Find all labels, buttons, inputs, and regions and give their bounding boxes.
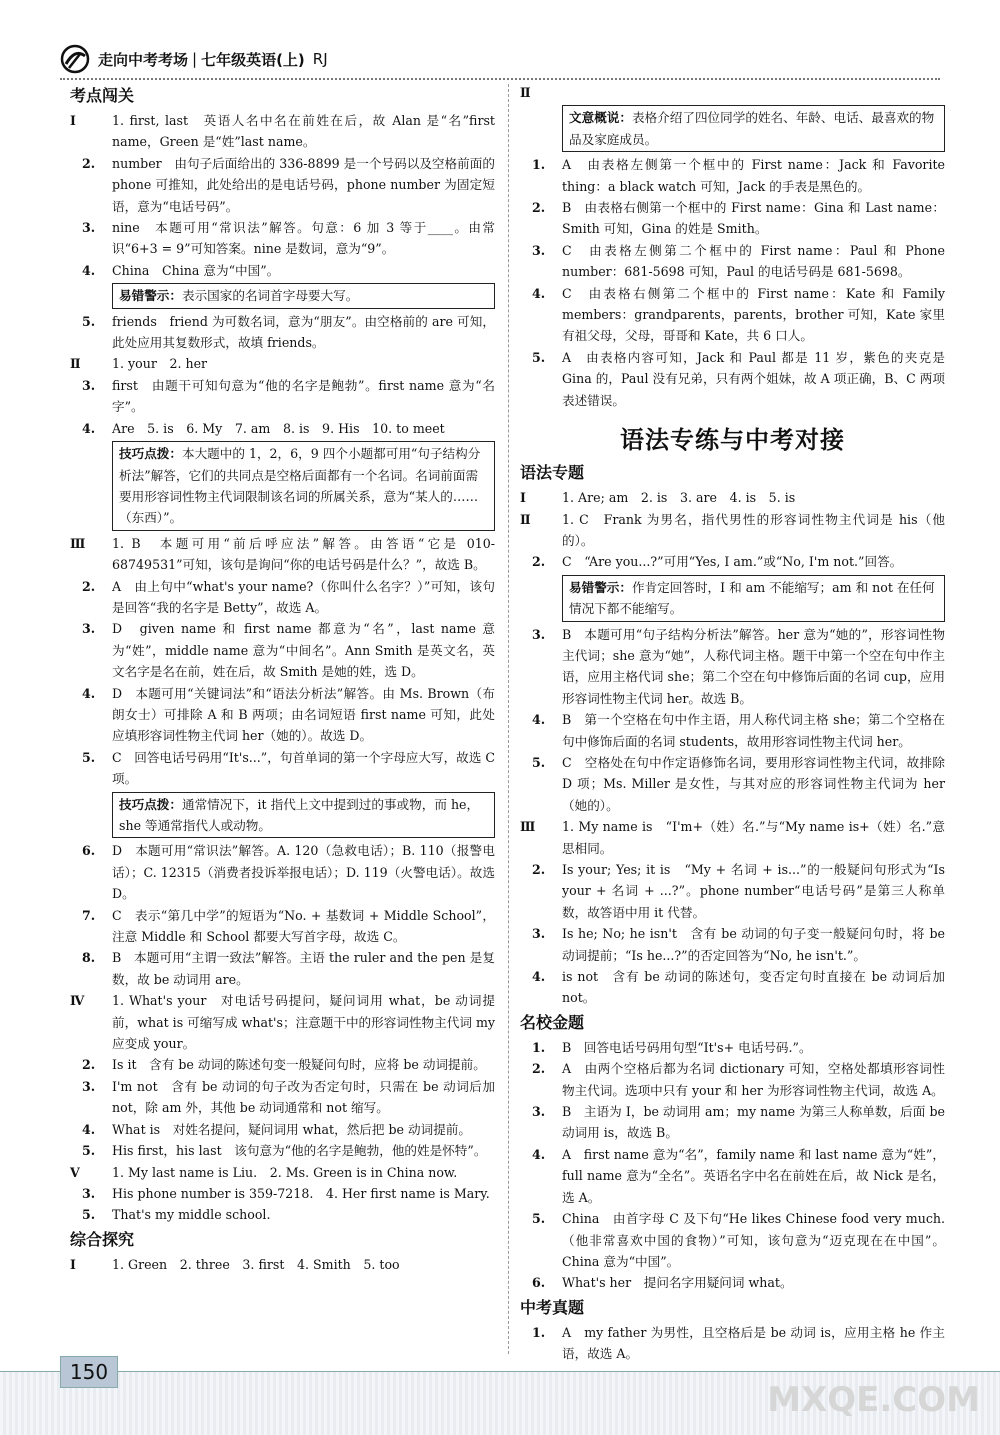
item-number: 5. [82, 1207, 96, 1223]
answer-item [520, 1037, 945, 1058]
item-number: 3. [532, 926, 546, 942]
answer-item [520, 240, 945, 283]
item-number: 4. [532, 285, 546, 301]
answer-text: 1. Are; am 2. is 3. are 4. is 5. is [562, 490, 796, 506]
answer-text: China 由首字母 C 及下句“He likes Chinese food very much.（他非常喜欢中国的食物）”可知，该句意为“迈克现在在中国”。China 意为“中国”。 [562, 1211, 945, 1269]
answer-text: C 由表格左侧第二个框中的 First name：Paul 和 Phone number：681-5698 可知，Paul 的电话号码是 681-5698。 [562, 242, 945, 280]
watermark: MXQE.COM [767, 1380, 980, 1420]
tip-text: 表示国家的名词首字母要大写。 [181, 288, 359, 304]
answer-item [520, 487, 945, 508]
right-column [520, 82, 945, 1365]
item-number: 7. [82, 907, 96, 923]
tip-text: 通常情况下，it 指代上文中提到过的事或物，而 he，she 等通常指代人或动物。 [119, 796, 480, 833]
answer-text: B 主语为 I，be 动词用 am；my name 为第三人称单数，后面 be 动词用 is，故选 B。 [562, 1104, 945, 1141]
answer-text: 1. your 2. her [112, 356, 208, 372]
item-number: Ⅰ [70, 113, 76, 128]
answer-item [70, 1140, 495, 1161]
item-number: Ⅴ [70, 1164, 80, 1180]
item-number: 3. [82, 220, 96, 236]
item-number: 1. [532, 157, 546, 173]
answer-text: C “Are you...?”可用“Yes, I am.”或“No, I'm not.”回答。 [562, 554, 903, 570]
column-divider [508, 84, 509, 1354]
answer-text: What's her 提问名字用疑问词 what。 [562, 1275, 793, 1291]
answer-item [70, 311, 495, 354]
section-heading: 考点闯关 [70, 86, 135, 105]
answer-text: C 由表格右侧第二个框中的 First name：Kate 和 Family members：grandparents，parents，brother 可知，Kate 家里有祖父母，父母，哥哥和 Kate，共 6 口人。 [562, 285, 945, 344]
page-number: 150 [60, 1356, 118, 1388]
item-number: 2. [532, 1061, 546, 1077]
answer-text: 1. C Frank 为男名，指代男性的形容词性物主代词是 his（他的）。 [562, 511, 945, 548]
answer-text: D 本题可用“关键词法”和“语法分析法”解答。由 Ms. Brown（布朗女士）可排除 A 和 B 两项；由名词短语 first name 可知，此处应填形容词性物主代词 her（她的）。故选 D。 [112, 685, 495, 744]
item-number: 2. [532, 200, 546, 216]
answer-item [70, 1054, 495, 1075]
section-heading: 语法专题 [520, 463, 585, 483]
header-rule [60, 78, 940, 80]
tip-box [112, 792, 495, 839]
answer-item [70, 947, 495, 990]
answer-text: D given name 和 first name 都意为“名”，last name 意为“姓”，middle name 意为“中间名”。Ann Smith 是英文名，英文名字是名在前，姓在后，故 Smith 是她的姓，选 D。 [112, 621, 495, 680]
answer-text: A 由表格左侧第一个框中的 First name：Jack 和 Favorite thing：a black watch 可知，Jack 的手表是黑色的。 [562, 157, 945, 194]
item-number: 4. [532, 1146, 546, 1162]
item-number: 3. [532, 242, 546, 258]
section-heading: 综合探究 [70, 1229, 135, 1249]
item-number: Ⅲ [520, 819, 536, 835]
answer-item [70, 576, 495, 619]
answer-item [70, 1076, 495, 1119]
answer-item [70, 840, 495, 904]
answer-item [520, 154, 945, 197]
answer-item [520, 709, 945, 752]
answer-text: nine 本题可用“常识法”解答。句意：6 加 3 等于____。由常识“6+3 = 9”可知答案。nine 是数词，意为“9”。 [112, 220, 495, 257]
answer-item [70, 683, 495, 747]
answer-text: number 由句子后面给出的 336-8899 是一个号码以及空格前面的 phone 可推知，此处给出的是电话号码，phone number 为固定短语，意为“电话号码”。 [112, 155, 495, 214]
answer-item [70, 1204, 495, 1225]
answer-text: 1. My last name is Liu. 2. Ms. Green is in China now. [112, 1164, 458, 1180]
answer-text: 1. first, last 英语人名中名在前姓在后，故 Alan 是“名”first name，Green 是“姓”last name。 [112, 113, 495, 150]
answer-text: China China 意为“中国”。 [112, 262, 280, 278]
brand-logo-icon [60, 44, 90, 74]
item-number: 3. [532, 626, 546, 642]
answer-text: A 由表格内容可知，Jack 和 Paul 都是 11 岁，紫色的夹克是 Gina 的，Paul 没有兄弟，只有两个姐妹，故 A 项正确，B、C 两项表述错误。 [562, 349, 945, 408]
answer-text: D 本题可用“常识法”解答。A. 120（急救电话）；B. 110（报警电话）；C. 12315（消费者投诉举报电话）；D. 119（火警电话）。故选 D。 [112, 843, 495, 902]
item-number: Ⅳ [70, 993, 85, 1009]
answer-text: What is 对姓名提问，疑问词用 what，然后把 be 动词提前。 [112, 1121, 471, 1137]
tip-label: 易错警示： [569, 579, 632, 595]
answer-text: B 本题可用“句子结构分析法”解答。her 意为“她的”，形容词性物主代词；she 意为“她”，人称代词主格。题干中第一个空在句中作主语，应用主格代词 she；第二个空在句中修饰后面的名词 cup，应用形容词性物主代词 her。故选 B。 [562, 626, 945, 706]
tip-label: 文意概说： [569, 110, 632, 126]
answer-text: Is your; Yes; it is “My + 名词 + is...”的一般疑问句形式为“Is your + 名词 + ...?”。phone number“电话号码”是第三人称单数，故答语中用 it 代替。 [562, 862, 945, 920]
answer-item [70, 533, 495, 576]
answer-text: 1. Green 2. three 3. first 4. Smith 5. too [112, 1256, 400, 1272]
answer-text: is not 含有 be 动词的陈述句，变否定句时直接在 be 动词后加 not。 [562, 969, 945, 1006]
item-number: 5. [82, 749, 96, 765]
item-number: Ⅰ [520, 490, 526, 506]
item-number: 2. [532, 862, 546, 877]
item-number: 3. [82, 1185, 96, 1201]
answer-item [520, 82, 945, 103]
answer-item [520, 283, 945, 347]
tip-box [562, 575, 945, 622]
answer-text: first 由题干可知句意为“他的名字是鲍勃”。first name 意为“名字”。 [112, 377, 495, 415]
tip-box [112, 283, 495, 308]
answer-text: Is it 含有 be 动词的陈述句变一般疑问句时，应将 be 动词提前。 [112, 1057, 486, 1073]
answer-item [520, 1208, 945, 1272]
answer-item [70, 905, 495, 948]
answer-item [520, 816, 945, 859]
item-number: 1. [532, 1039, 546, 1055]
answer-item [70, 217, 495, 260]
item-number: 4. [532, 969, 546, 985]
answer-text [562, 82, 945, 103]
answer-text: B 第一个空格在句中作主语，用人称代词主格 she；第二个空格在句中修饰后面的名词 students，故用形容词性物主代词 her。 [562, 712, 945, 749]
answer-item [520, 966, 945, 1009]
answer-text: 1. B 本题可用“前后呼应法”解答。由答语“它是 010-68749531”可知，该句是询问“你的电话号码是什么？”，故选 B。 [112, 535, 495, 573]
answer-item [70, 990, 495, 1054]
answer-item [70, 375, 495, 418]
answer-item [520, 1144, 945, 1208]
item-number: 1. [532, 1324, 546, 1340]
item-number: 5. [532, 754, 546, 770]
item-number: 4. [82, 1121, 96, 1137]
answer-text: Are 5. is 6. My 7. am 8. is 9. His 10. to meet [112, 420, 445, 436]
answer-text: His first，his last 该句意为“他的名字是鲍勃，他的姓是怀特”。 [112, 1143, 487, 1159]
tip-box [562, 105, 945, 152]
answer-text: 1. My name is “I'm+（姓）名.”与“My name is+（姓）名.”意思相同。 [562, 819, 945, 856]
answer-item [520, 923, 945, 966]
answer-item [70, 110, 495, 153]
answer-text: A my father 为男性，且空格后是 be 动词 is，应用主格 he 作主语，故选 A。 [562, 1324, 945, 1362]
item-number: 2. [82, 1057, 96, 1073]
answer-text: C 回答电话号码用“It's...”，句首单词的第一个字母应大写，故选 C 项。 [112, 749, 495, 787]
tip-text: 作肯定回答时，I 和 am 不能缩写；am 和 not 在任何情况下都不能缩写。 [569, 579, 935, 617]
tip-label: 技巧点拨： [119, 446, 182, 462]
section-heading: 中考真题 [520, 1297, 585, 1317]
answer-item [520, 752, 945, 816]
item-number: 4. [82, 262, 96, 278]
tip-text: 本大题中的 1，2，6，9 四个小题都可用“句子结构分析法”解答，它们的共同点是空格后面都有一个名词。名词前面需要用形容词性物主代词限制该名词的所属关系，意为“某人的……（东西）”。 [119, 446, 481, 526]
item-number: 5. [82, 313, 96, 329]
answer-item [70, 1254, 495, 1275]
answer-text: C 空格处在句中作定语修饰名词，要用形容词性物主代词，故排除 D 项；Ms. Miller 是女性，与其对应的形容词性物主代词为 her（她的）。 [562, 754, 945, 813]
answer-text: B 由表格右侧第一个框中的 First name：Gina 和 Last name：Smith 可知，Gina 的姓是 Smith。 [562, 200, 945, 237]
item-number: Ⅱ [520, 85, 531, 100]
tip-text: 表格介绍了四位同学的姓名、年龄、电话、最喜欢的物品及家庭成员。 [569, 110, 935, 147]
answer-text: 1. What's your 对电话号码提问，疑问词用 what，be 动词提前，what is 可缩写成 what's；注意题干中的形容词性物主代词 my 应变成 your。 [112, 993, 495, 1052]
answer-item [70, 1162, 495, 1183]
item-number: Ⅲ [70, 535, 86, 551]
item-number: 2. [82, 578, 96, 594]
left-column [70, 82, 495, 1275]
answer-item [70, 260, 495, 281]
answer-item [520, 197, 945, 240]
answer-item [70, 1183, 495, 1204]
item-number: 8. [82, 950, 96, 966]
answer-text: B 回答电话号码用句型“It's+ 电话号码.”。 [562, 1039, 812, 1055]
item-number: 5. [82, 1143, 96, 1159]
header-separator: | [192, 50, 198, 68]
item-number: 3. [82, 377, 96, 393]
item-number: 2. [82, 155, 96, 171]
answer-text: B 本题可用“主谓一致法”解答。主语 the ruler and the pen 是复数，故 be 动词用 are。 [112, 950, 495, 987]
tip-label: 易错警示： [119, 288, 182, 304]
item-number: 2. [532, 554, 546, 570]
answer-item [520, 1058, 945, 1101]
answer-text: That's my middle school. [112, 1207, 271, 1223]
answer-item [520, 1101, 945, 1144]
answer-text: A 由两个空格后都为名词 dictionary 可知，空格处都填形容词性物主代词。选项中只有 your 和 her 为形容词性物主代词，故选 A。 [562, 1061, 945, 1098]
answer-text: I'm not 含有 be 动词的句子改为否定句时，只需在 be 动词后加 not，除 am 外，其他 be 动词通常和 not 缩写。 [112, 1078, 495, 1116]
answer-text: friends friend 为可数名词，意为“朋友”。由空格前的 are 可知，此处应用其复数形式，故填 friends。 [112, 313, 495, 351]
tip-box [112, 441, 495, 531]
section-heading: 名校金题 [520, 1012, 585, 1032]
answer-item [520, 551, 945, 572]
tip-label: 技巧点拨： [119, 796, 182, 812]
item-number: 5. [532, 349, 546, 365]
answer-item [70, 418, 495, 439]
edition-label: RJ [312, 50, 328, 68]
answer-item [70, 618, 495, 682]
answer-text: C 表示“第几中学”的短语为“No. + 基数词 + Middle School”，注意 Middle 和 School 都要大写首字母，故选 C。 [112, 907, 495, 945]
answer-item [520, 624, 945, 710]
answer-item [520, 1272, 945, 1293]
answer-item [520, 347, 945, 411]
answer-item [520, 509, 945, 552]
answer-item [70, 1119, 495, 1140]
answer-item [70, 353, 495, 374]
item-number: Ⅱ [70, 356, 81, 372]
answer-item [520, 859, 945, 923]
item-number: 5. [532, 1211, 546, 1227]
answer-item [70, 747, 495, 790]
answer-text: A 由上句中“what's your name?（你叫什么名字？）”可知，该句是回答“我的名字是 Betty”，故选 A。 [112, 578, 495, 615]
answer-text: A first name 意为“名”，family name 和 last name 意为“姓”，full name 意为“全名”。英语名字中名在前姓在后，故 Nick 是名，选 A。 [562, 1146, 945, 1205]
item-number: Ⅱ [520, 511, 531, 527]
item-number: 3. [82, 1078, 96, 1094]
item-number: 4. [532, 712, 546, 728]
item-number: 3. [82, 621, 96, 637]
answer-item [70, 153, 495, 217]
item-number: 6. [82, 843, 96, 859]
item-number: 6. [532, 1275, 546, 1291]
book-title: 七年级英语(上) [201, 50, 305, 69]
answer-text: His phone number is 359-7218. 4. Her first name is Mary. [112, 1185, 490, 1201]
item-number: 4. [82, 420, 96, 436]
item-number: 4. [82, 685, 96, 701]
item-number: Ⅰ [70, 1256, 76, 1272]
page-header [60, 44, 328, 74]
item-number: 3. [532, 1104, 546, 1120]
answer-item [520, 1322, 945, 1365]
chapter-title: 语法专练与中考对接 [620, 426, 845, 455]
brand-name: 走向中考考场 [98, 50, 189, 69]
answer-text: Is he; No; he isn't 含有 be 动词的句子变一般疑问句时，将 be 动词提前；“Is he...?”的否定回答为“No, he isn't.”。 [562, 926, 945, 963]
